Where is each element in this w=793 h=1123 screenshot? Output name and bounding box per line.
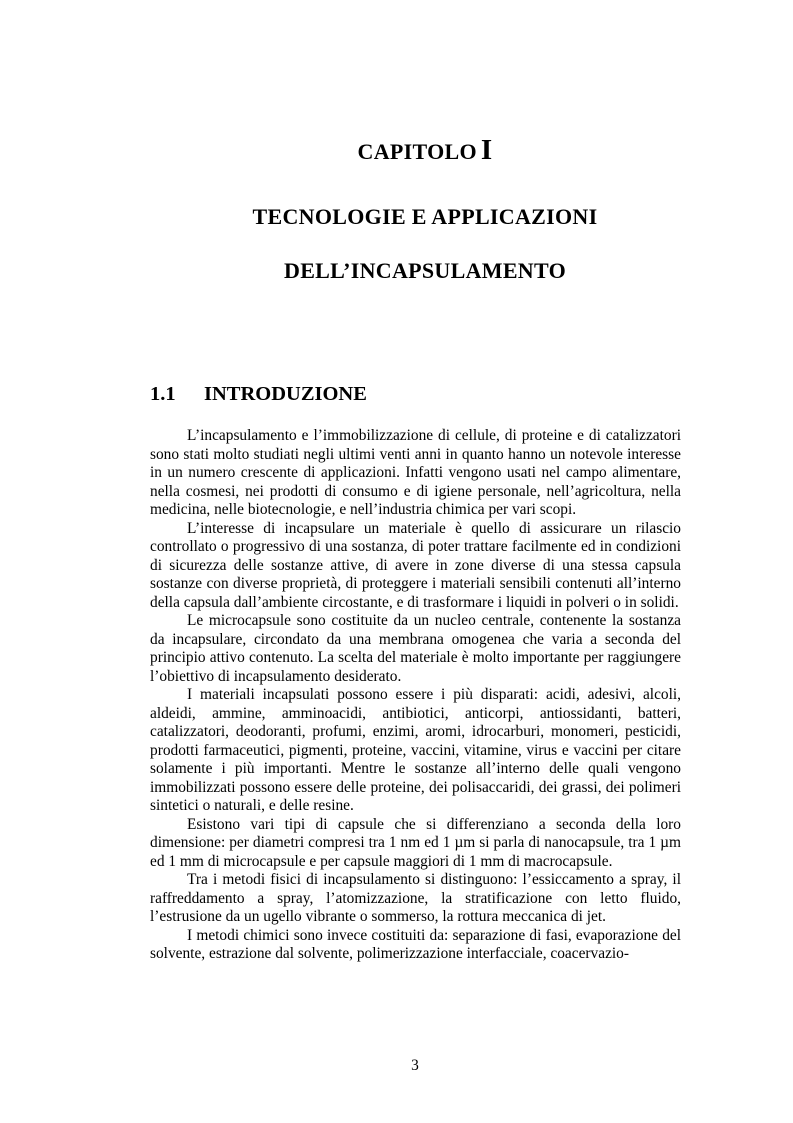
paragraph: I materiali incapsulati possono essere i più disparati: acidi, adesivi, alcoli, aldeidi, ammine, amminoacidi, antibiotici, anticorpi, antiossidanti, batteri, catalizzatori, deodoranti, profumi, enzimi, aromi, idrocarburi, monomeri, pesticidi, prodotti farmaceutici, pigmenti, proteine, vaccini, vitamine, virus e vaccini per citare solamente i più importanti. Mentre le sostanze all’interno delle quali vengono immobilizzati possono essere delle proteine, dei polisaccaridi, dei grassi, dei polimeri sintetici o naturali, e delle resine. [150, 686, 681, 814]
paragraph: Le microcapsule sono costituite da un nucleo centrale, contenente la sostanza da incapsulare, circondato da una membrana omogenea che varia a seconda del principio attivo contenuto. La scelta del materiale è molto importante per raggiungere l’obiettivo di incapsulamento desiderato. [150, 612, 681, 685]
body-text [150, 427, 681, 964]
section-heading [150, 383, 367, 406]
paragraph: L’interesse di incapsulare un materiale è quello di assicurare un rilascio controllato o progressivo di una sostanza, di poter trattare facilmente ed in condizioni di sicurezza delle sostanze attive, di avere in zone diverse di una stessa capsula sostanze con diverse proprietà, di proteggere i materiali sensibili contenuti all’interno della capsula dall’ambiente circostante, e di trasformare i liquidi in polveri o in solidi. [150, 519, 681, 611]
page-number: 3 [411, 1057, 419, 1074]
paragraph: Tra i metodi fisici di incapsulamento si distinguono: l’essiccamento a spray, il raffreddamento a spray, l’atomizzazione, la stratificazione con letto fluido, l’estrusione da un ugello vibrante o sommerso, la rottura meccanica di jet. [150, 871, 681, 925]
paragraph: I metodi chimici sono invece costituiti da: separazione di fasi, evaporazione del solvente, estrazione dal solvente, polimerizzazione interfacciale, coacervazio- [150, 926, 681, 962]
chapter-label-text: CAPITOLO [357, 139, 477, 164]
chapter-number: I [480, 134, 493, 166]
paragraph: Esistono vari tipi di capsule che si differenziano a seconda della loro dimensione: per diametri compresi tra 1 nm ed 1 µm si parla di nanocapsule, tra 1 µm ed 1 mm di microcapsule e per capsule maggiori di 1 mm di macrocapsule. [150, 815, 681, 870]
chapter-title-line2: DELL’INCAPSULAMENTO [284, 258, 566, 283]
paragraph: L’incapsulamento e l’immobilizzazione di cellule, di proteine e di catalizzatori sono stati molto studiati negli ultimi venti anni in quanto hanno un notevole interesse in un numero crescente di applicazioni. Infatti vengono usati nel campo alimentare, nella cosmesi, nei prodotti di consumo e di igiene personale, nell’agricoltura, nella medicina, nelle biotecnologie, e nell’industria chimica per vari scopi. [150, 427, 681, 518]
chapter-label [0, 134, 793, 167]
section-title: INTRODUZIONE [204, 383, 367, 405]
chapter-title-line1: TECNOLOGIE E APPLICAZIONI [252, 204, 598, 229]
section-number: 1.1 [150, 383, 176, 405]
